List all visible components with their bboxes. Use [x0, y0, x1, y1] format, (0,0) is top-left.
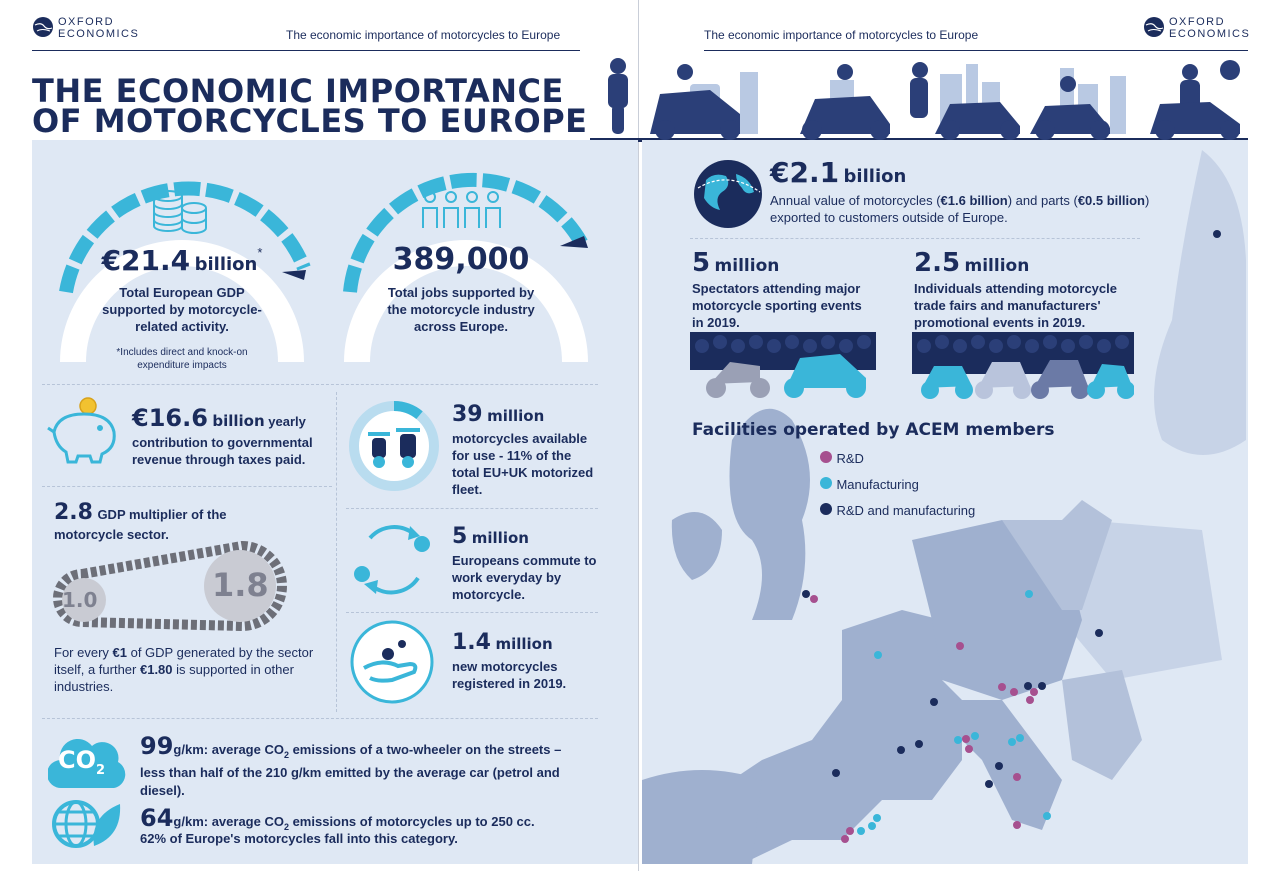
fleet-desc-1: motorcycles available for use - [452, 431, 588, 463]
fleet-desc-3: of the total EU+UK motorized fleet. [452, 448, 594, 497]
logo-line1: OXFORD [58, 16, 115, 28]
multiplier-stat [54, 500, 324, 525]
commute-desc: Europeans commute to work everyday by motorcycle. [452, 553, 597, 602]
fairs-value: 2.5 [914, 248, 961, 278]
co2-street-sub: 2 [283, 750, 289, 761]
legend-item-rd-manufacturing [820, 502, 975, 528]
facility-dot [873, 814, 881, 822]
multiplier-foot-3: of GDP generated by the sector itself, a further [54, 645, 314, 677]
taxes-value: €16.6 [132, 404, 208, 432]
multiplier-foot-4: €1.80 [139, 662, 173, 677]
exports-desc-1: Annual value of motorcycles ( [770, 193, 941, 208]
legend-label-rd: R&D [836, 451, 864, 466]
multiplier-desc-a: GDP multiplier of the [97, 507, 227, 522]
divider [42, 384, 598, 385]
exports-desc-5: ) exported to customers outside of Europe. [770, 193, 1150, 225]
exports-stat [770, 156, 1150, 189]
multiplier-footnote [54, 644, 324, 695]
co2-street-stat [140, 732, 580, 800]
taxes-stat [132, 404, 332, 432]
divider [42, 486, 332, 487]
fairs-desc: Individuals attending motorcycle trade fairs and manufacturers' promotional events in 2019. [914, 281, 1117, 330]
divider [346, 508, 598, 509]
gear-small-label: 1.0 [62, 588, 98, 612]
header-doc-title-right: The economic importance of motorcycles to Europe [704, 28, 979, 42]
header-rule-right [704, 50, 1248, 51]
main-title [32, 72, 588, 140]
facility-dot [954, 736, 962, 744]
hand-coin-icon [348, 618, 436, 706]
exports-unit: billion [843, 166, 907, 187]
gear-big-label: 1.8 [212, 566, 269, 604]
crowd-race-icon [690, 332, 876, 402]
facility-dot [1026, 696, 1034, 704]
co2-icon-text: CO [58, 746, 97, 774]
multiplier-foot-5: is supported in other industries. [54, 662, 294, 694]
facility-dot [846, 827, 854, 835]
co2-small-unit: g/km: [173, 814, 209, 829]
facility-dot [1013, 821, 1021, 829]
commute-unit: million [471, 529, 529, 547]
jobs-value: 389,000 [392, 242, 530, 277]
multiplier-foot-1: For every [54, 645, 113, 660]
facility-dot [965, 745, 973, 753]
jobs-desc: Total jobs supported by the motorcycle industry across Europe. [387, 285, 535, 334]
scooters-icon [366, 424, 422, 470]
co2-small-desc-1: average CO [208, 814, 284, 829]
facility-dot [1010, 688, 1018, 696]
exports-desc-2: €1.6 billion [940, 193, 1008, 208]
piggy-bank-icon [44, 396, 126, 466]
commute-stat [452, 524, 602, 549]
facilities-legend [820, 450, 975, 528]
fleet-unit: million [487, 407, 545, 425]
co2-small-desc-3: 62% of Europe's motorcycles fall into this category. [140, 831, 458, 846]
taxes-desc: contribution to governmental revenue through taxes paid. [132, 435, 313, 467]
gdp-unit: billion [194, 254, 258, 275]
gdp-asterisk: * [257, 245, 263, 260]
facility-dot [1008, 738, 1016, 746]
registered-value: 1.4 [452, 630, 491, 655]
facility-dot [971, 732, 979, 740]
spectators-stat [692, 248, 892, 278]
legend-label-rd-manufacturing: R&D and manufacturing [836, 503, 976, 518]
facility-dot [810, 595, 818, 603]
spectators-value: 5 [692, 248, 711, 278]
logo-line1: OXFORD [1169, 16, 1226, 28]
cycle-arrows-icon [350, 518, 434, 602]
globe-leaf-icon [50, 796, 122, 852]
co2-street-desc-1: average CO [208, 742, 284, 757]
motorcycle-banner-icon [590, 54, 1248, 142]
multiplier-value: 2.8 [54, 500, 93, 525]
globe-logo-icon [32, 16, 54, 38]
facility-dot [874, 651, 882, 659]
header-rule-left [32, 50, 580, 51]
facility-dot [962, 735, 970, 743]
registered-stat [452, 630, 602, 655]
gdp-note: *Includes direct and knock-on expenditure impacts [116, 347, 248, 371]
people-icon [420, 190, 504, 230]
commute-value: 5 [452, 524, 468, 549]
fairs-unit: million [964, 256, 1030, 276]
fleet-desc [452, 430, 602, 498]
divider [346, 612, 598, 613]
taxes-desc-a: yearly [264, 414, 306, 429]
co2-small-sub: 2 [283, 822, 289, 833]
facility-dot [832, 769, 840, 777]
gdp-value: €21.4 [101, 244, 191, 277]
facility-dot [841, 835, 849, 843]
facility-dot [897, 746, 905, 754]
facility-dot [995, 762, 1003, 770]
facility-dot [1213, 230, 1221, 238]
co2-street-desc-2: emissions of a two-wheeler on the streets – less than half of the 210 g/km emitted by the average car (petrol and diesel). [140, 742, 562, 799]
coins-icon [150, 188, 210, 236]
spectators-unit: million [714, 256, 780, 276]
exports-value: €2.1 [770, 156, 840, 189]
facility-dot [1038, 682, 1046, 690]
registered-unit: million [495, 635, 553, 653]
legend-item-rd [820, 450, 975, 476]
facility-dot [1016, 734, 1024, 742]
co2-street-value: 99 [140, 732, 174, 760]
facility-dot [857, 827, 865, 835]
co2-icon-label [58, 746, 105, 778]
co2-small-desc-2: emissions of motorcycles up to 250 cc. [288, 814, 535, 829]
co2-street-unit: g/km: [173, 742, 209, 757]
exports-desc-4: €0.5 billion [1077, 193, 1145, 208]
fleet-value: 39 [452, 402, 483, 427]
co2-small-value: 64 [140, 804, 174, 832]
exports-desc-3: ) and parts ( [1007, 193, 1078, 208]
multiplier-desc-b: motorcycle sector. [54, 527, 169, 542]
divider [42, 718, 598, 719]
divider-vertical [336, 392, 337, 712]
co2-icon-sub: 2 [96, 762, 106, 778]
taxes-unit: billion [212, 412, 265, 430]
gdp-desc: Total European GDP supported by motorcycle-related activity. [102, 285, 262, 334]
legend-dot-rd-manufacturing [820, 503, 832, 515]
facility-dot [915, 740, 923, 748]
facility-dot [1043, 812, 1051, 820]
globe-logo-icon [1143, 16, 1165, 38]
facility-dot [868, 822, 876, 830]
facilities-title: Facilities operated by ACEM members [692, 420, 1055, 440]
spectators-desc: Spectators attending major motorcycle sporting events in 2019. [692, 281, 862, 330]
legend-dot-rd [820, 451, 832, 463]
crowd-fair-icon [912, 332, 1134, 402]
multiplier-foot-2: €1 [112, 645, 127, 660]
logo-line2: ECONOMICS [58, 28, 140, 40]
facility-dot [1013, 773, 1021, 781]
facility-dot [930, 698, 938, 706]
exports-desc [770, 192, 1160, 226]
main-title-line2: OF MOTORCYCLES TO EUROPE [32, 102, 588, 140]
facility-dot [1030, 688, 1038, 696]
facility-dot [1095, 629, 1103, 637]
facility-dot [802, 590, 810, 598]
header-doc-title-left: The economic importance of motorcycles to Europe [286, 28, 561, 42]
facility-dot [956, 642, 964, 650]
legend-label-manufacturing: Manufacturing [836, 477, 919, 492]
legend-item-manufacturing [820, 476, 975, 502]
main-title-line1: THE ECONOMIC IMPORTANCE [32, 72, 564, 110]
registered-desc: new motorcycles registered in 2019. [452, 659, 567, 691]
fairs-stat [914, 248, 1154, 278]
fleet-desc-2: 11% [506, 448, 533, 463]
facility-dot [985, 780, 993, 788]
divider [690, 238, 1140, 239]
facility-dot [998, 683, 1006, 691]
logo-line2: ECONOMICS [1169, 28, 1251, 40]
gdp-stat [62, 244, 302, 277]
globe-icon [692, 158, 764, 230]
fleet-stat [452, 402, 602, 427]
facility-dot [1025, 590, 1033, 598]
legend-dot-manufacturing [820, 477, 832, 489]
